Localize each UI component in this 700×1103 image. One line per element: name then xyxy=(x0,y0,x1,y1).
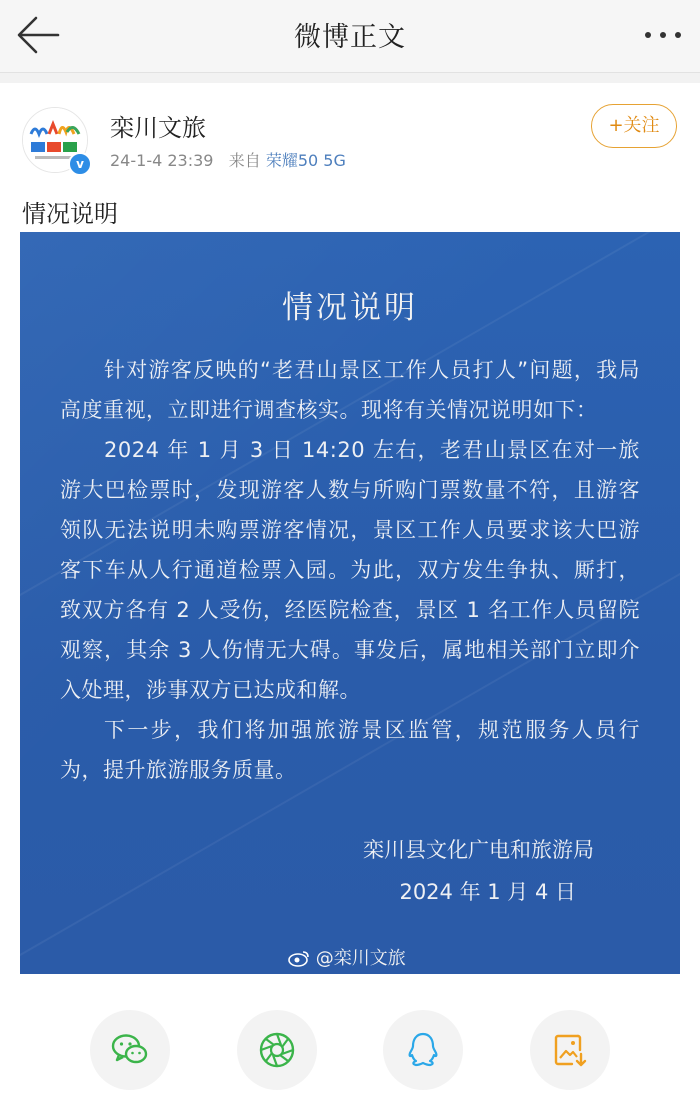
watermark-text: @栾川文旅 xyxy=(315,948,406,969)
section-divider xyxy=(0,73,700,83)
page-title: 微博正文 xyxy=(294,22,406,53)
post-text: 情况说明 xyxy=(22,200,118,228)
post-timestamp: 24-1-4 23:39 xyxy=(110,151,214,170)
notice-paragraph-1: 针对游客反映的“老君山景区工作人员打人”问题，我局高度重视，立即进行调查核实。现将有关情况说明如下： xyxy=(60,358,640,422)
source-prefix: 来自 xyxy=(228,151,261,170)
author-name[interactable]: 栾川文旅 xyxy=(110,114,206,142)
follow-button[interactable]: +关注 xyxy=(591,104,677,148)
notice-paragraph-2: 2024 年 1 月 3 日 14:20 左右，老君山景区在对一旅游大巴检票时，发现游客人数与所购门票数量不符，且游客领队无法说明未购票游客情况，景区工作人员要求该大巴游客下车从人行通道检票入园。为此，双方发生争执、厮打，致双方各有 2 人受伤，经医院检查，景区 1 名工作人员留院观察，其余 3 人伤情无大碍。事发后，属地相关部门立即介入处理，涉事双方已达成和解。 xyxy=(60,438,640,702)
qq-icon xyxy=(403,1030,443,1070)
weibo-logo-icon xyxy=(288,949,310,967)
share-wechat-button[interactable] xyxy=(90,1010,170,1090)
verified-badge-icon: v xyxy=(68,152,92,176)
image-watermark xyxy=(288,944,406,970)
share-qq-button[interactable] xyxy=(383,1010,463,1090)
post-meta xyxy=(110,148,346,171)
post-image[interactable] xyxy=(20,232,680,974)
share-moments-button[interactable] xyxy=(237,1010,317,1090)
moments-icon xyxy=(257,1030,297,1070)
notice-title: 情况说明 xyxy=(282,290,418,326)
save-image-icon xyxy=(550,1030,590,1070)
save-image-button[interactable] xyxy=(530,1010,610,1090)
notice-date: 2024 年 1 月 4 日 xyxy=(399,880,576,904)
notice-paragraph-3: 下一步，我们将加强旅游景区监管，规范服务人员行为，提升旅游服务质量。 xyxy=(60,718,640,782)
notice-signature: 栾川县文化广电和旅游局 xyxy=(363,838,594,862)
device-name[interactable]: 荣耀50 5G xyxy=(265,151,346,170)
top-bar xyxy=(0,0,700,73)
more-dots-icon[interactable] xyxy=(640,20,686,50)
wechat-icon xyxy=(110,1030,150,1070)
